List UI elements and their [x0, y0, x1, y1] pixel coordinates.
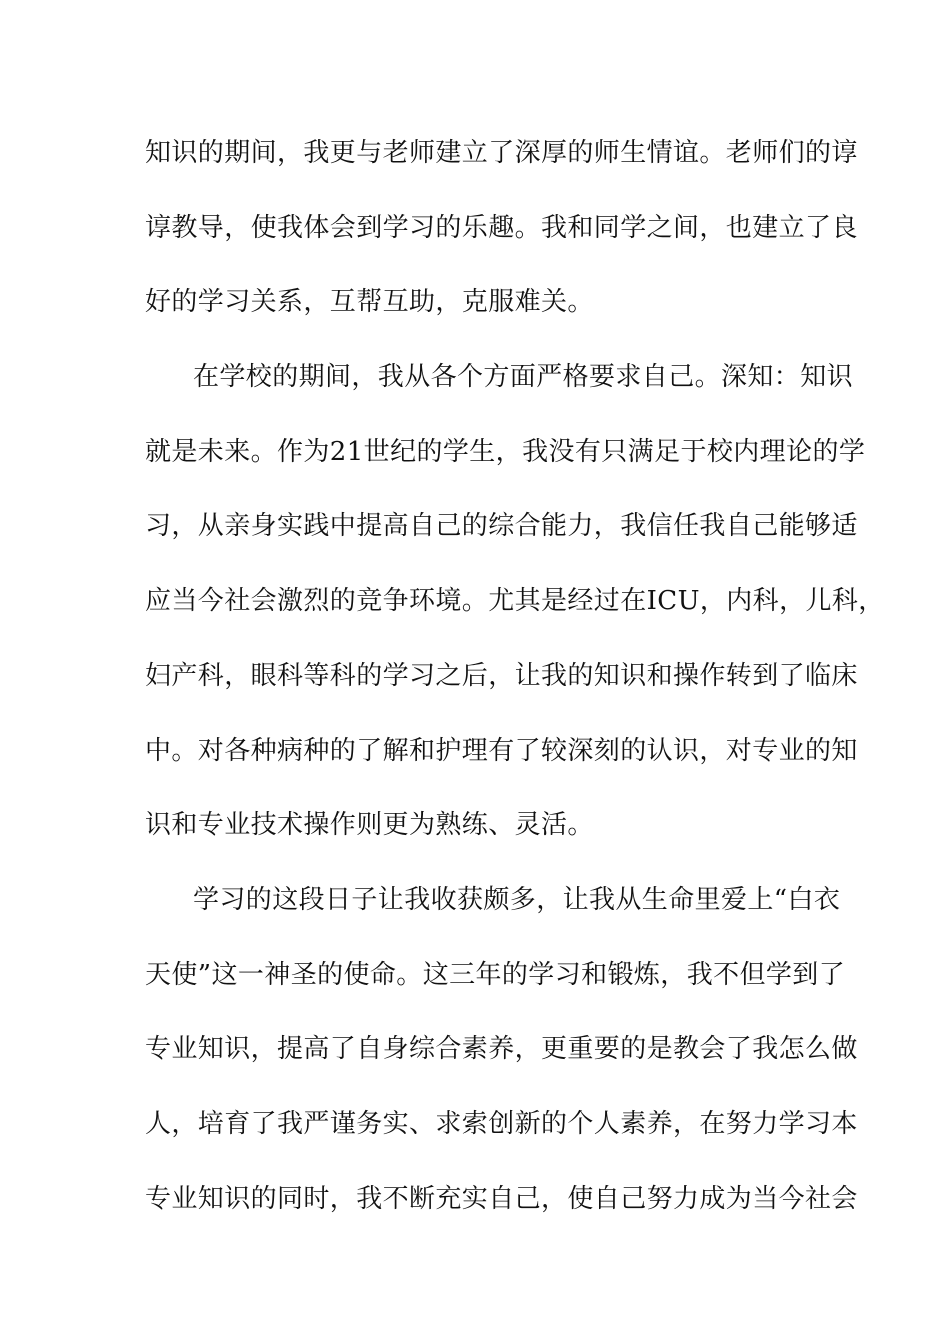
text-line: 习，从亲身实践中提高自己的综合能力，我信任我自己能够适	[145, 511, 858, 542]
text-line: 识和专业技术操作则更为熟练、灵活。	[145, 810, 594, 841]
text-line: 谆教导，使我体会到学习的乐趣。我和同学之间，也建立了良	[145, 212, 858, 243]
text-line: 专业知识，提高了自身综合素养，更重要的是教会了我怎么做	[145, 1034, 858, 1065]
body-text	[145, 126, 885, 1246]
text-line: 好的学习关系，互帮互助，克服难关。	[145, 287, 594, 318]
text-line: 人，培育了我严谨务实、求索创新的个人素养，在努力学习本	[145, 1108, 858, 1139]
text-line: 知识的期间，我更与老师建立了深厚的师生情谊。老师们的谆	[145, 138, 858, 168]
text-line: 学习的这段日子让我收获颇多，让我从生命里爱上“白衣	[193, 884, 841, 915]
text-line: 在学校的期间，我从各个方面严格要求自己。深知：知识	[193, 362, 854, 393]
text-line: 天使”这一神圣的使命。这三年的学习和锻炼，我不但学到了	[145, 959, 846, 990]
text-line: 妇产科，眼科等科的学习之后，让我的知识和操作转到了临床	[145, 660, 858, 691]
text-line: 中。对各种病种的了解和护理有了较深刻的认识，对专业的知	[145, 735, 858, 766]
text-line: 应当今社会激烈的竞争环境。尤其是经过在ICU，内科，儿科，	[145, 586, 885, 617]
text-line: 专业知识的同时，我不断充实自己，使自己努力成为当今社会	[145, 1183, 858, 1214]
text-line: 就是未来。作为21世纪的学生，我没有只满足于校内理论的学	[145, 436, 866, 467]
